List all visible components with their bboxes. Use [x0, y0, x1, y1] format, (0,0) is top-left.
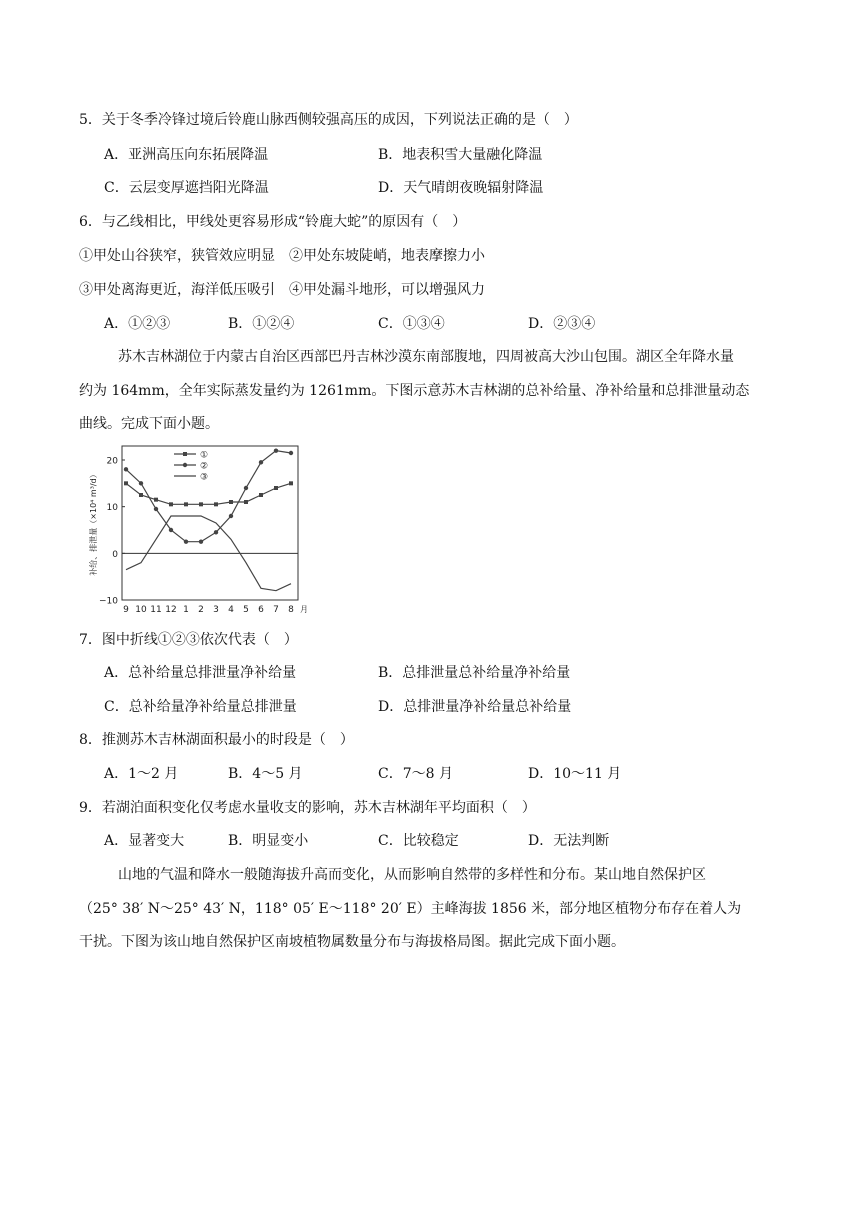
x-tick-label: 7: [273, 605, 279, 615]
x-tick-label: 4: [228, 605, 234, 615]
y-tick-label: 0: [112, 549, 118, 560]
question-5-option-c: C．云层变厚遮挡阳光降温: [104, 180, 269, 196]
data-point: [274, 486, 278, 490]
question-6-statements-1: ①甲处山谷狭窄，狭管效应明显 ②甲处东坡陡峭，地表摩擦力小: [79, 248, 485, 264]
question-6-statements-2: ③甲处离海更近，海洋低压吸引 ④甲处漏斗地形，可以增强风力: [79, 282, 485, 298]
question-7-option-d: D．总排泄量净补给量总补给量: [378, 699, 572, 715]
data-point: [124, 467, 128, 471]
question-6-option-a: A．①②③: [104, 316, 171, 332]
legend-label: ③: [200, 472, 209, 483]
question-6-option-d: D．②③④: [528, 316, 596, 332]
data-point: [199, 539, 203, 543]
question-8-option-b: B．4～5 月: [228, 766, 303, 782]
data-point: [124, 481, 128, 485]
x-tick-label: 12: [165, 605, 177, 615]
y-tick-label: −10: [99, 596, 118, 607]
legend-marker: [183, 452, 187, 456]
question-8-stem: 8．推测苏木吉林湖面积最小的时段是（ ）: [79, 732, 354, 748]
y-axis-label: 补给、排泄量（×10⁴ m³/d）: [89, 470, 98, 576]
question-5-option-d: D．天气晴朗夜晚辐射降温: [378, 180, 544, 196]
passage-2-line-2: （25° 38′ N～25° 43′ N，118° 05′ E～118° 20′ E）主峰海拔 1856 米，部分地区植物分布存在着人为: [79, 901, 742, 917]
x-tick-label: 1: [183, 605, 189, 615]
question-8-option-d: D．10～11 月: [528, 766, 622, 782]
x-tick-label: 3: [213, 605, 219, 615]
data-point: [139, 481, 143, 485]
data-point: [244, 486, 248, 490]
x-tick-label: 9: [123, 605, 129, 615]
data-point: [169, 528, 173, 532]
x-tick-label: 6: [258, 605, 264, 615]
question-8-option-a: A．1～2 月: [104, 766, 179, 782]
question-7-option-c: C．总补给量净补给量总排泄量: [104, 699, 297, 715]
question-7-stem: 7．图中折线①②③依次代表（ ）: [79, 632, 298, 648]
data-point: [184, 502, 188, 506]
data-point: [244, 500, 248, 504]
question-6-option-b: B．①②④: [228, 316, 295, 332]
lake-recharge-chart: [86, 440, 308, 618]
question-8-option-c: C．7～8 月: [378, 766, 453, 782]
data-point: [259, 493, 263, 497]
question-5-stem: 5．关于冬季冷锋过境后铃鹿山脉西侧较强高压的成因，下列说法正确的是（ ）: [79, 112, 578, 128]
x-tick-label: 10: [135, 605, 147, 615]
question-9-option-d: D．无法判断: [528, 833, 610, 849]
x-unit-label: 月: [300, 605, 308, 614]
question-5-option-a: A．亚洲高压向东拓展降温: [104, 147, 269, 163]
data-point: [184, 539, 188, 543]
data-point: [259, 460, 263, 464]
x-tick-label: 5: [243, 605, 249, 615]
data-point: [229, 514, 233, 518]
question-9-option-b: B．明显变小: [228, 833, 309, 849]
legend-label: ①: [200, 450, 209, 461]
data-point: [154, 498, 158, 502]
data-point: [214, 530, 218, 534]
data-point: [199, 502, 203, 506]
question-6-stem: 6．与乙线相比，甲线处更容易形成“铃鹿大蛇”的原因有（ ）: [79, 214, 467, 230]
x-tick-label: 2: [198, 605, 204, 615]
passage-2-line-3: 干扰。下图为该山地自然保护区南坡植物属数量分布与海拔格局图。据此完成下面小题。: [79, 934, 625, 950]
question-9-option-c: C．比较稳定: [378, 833, 459, 849]
question-9-option-a: A．显著变大: [104, 833, 185, 849]
passage-1-line-3: 曲线。完成下面小题。: [79, 416, 219, 432]
question-7-option-a: A．总补给量总排泄量净补给量: [104, 665, 297, 681]
question-7-option-b: B．总排泄量总补给量净补给量: [378, 665, 571, 681]
data-point: [229, 500, 233, 504]
question-9-stem: 9．若湖泊面积变化仅考虑水量收支的影响，苏木吉林湖年平均面积（ ）: [79, 800, 536, 816]
data-point: [169, 502, 173, 506]
question-6-option-c: C．①③④: [378, 316, 445, 332]
series-line-2: [126, 451, 291, 542]
x-tick-label: 11: [150, 605, 162, 615]
data-point: [274, 448, 278, 452]
legend-label: ②: [200, 461, 209, 472]
legend-marker: [183, 463, 187, 467]
passage-1-line-2: 约为 164mm，全年实际蒸发量约为 1261mm。下图示意苏木吉林湖的总补给量、净补给量和总排泄量动态: [79, 383, 750, 399]
data-point: [139, 493, 143, 497]
y-tick-label: 20: [106, 456, 118, 467]
plot-frame: [122, 446, 298, 600]
question-5-option-b: B．地表积雪大量融化降温: [378, 147, 543, 163]
x-tick-label: 8: [288, 605, 294, 615]
data-point: [154, 507, 158, 511]
passage-2-line-1: 山地的气温和降水一般随海拔升高而变化，从而影响自然带的多样性和分布。某山地自然保护区: [118, 867, 706, 883]
data-point: [214, 502, 218, 506]
data-point: [289, 451, 293, 455]
passage-1-line-1: 苏木吉林湖位于内蒙古自治区西部巴丹吉林沙漠东南部腹地，四周被高大沙山包围。湖区全年降水量: [118, 349, 734, 365]
data-point: [289, 481, 293, 485]
y-tick-label: 10: [106, 503, 118, 514]
